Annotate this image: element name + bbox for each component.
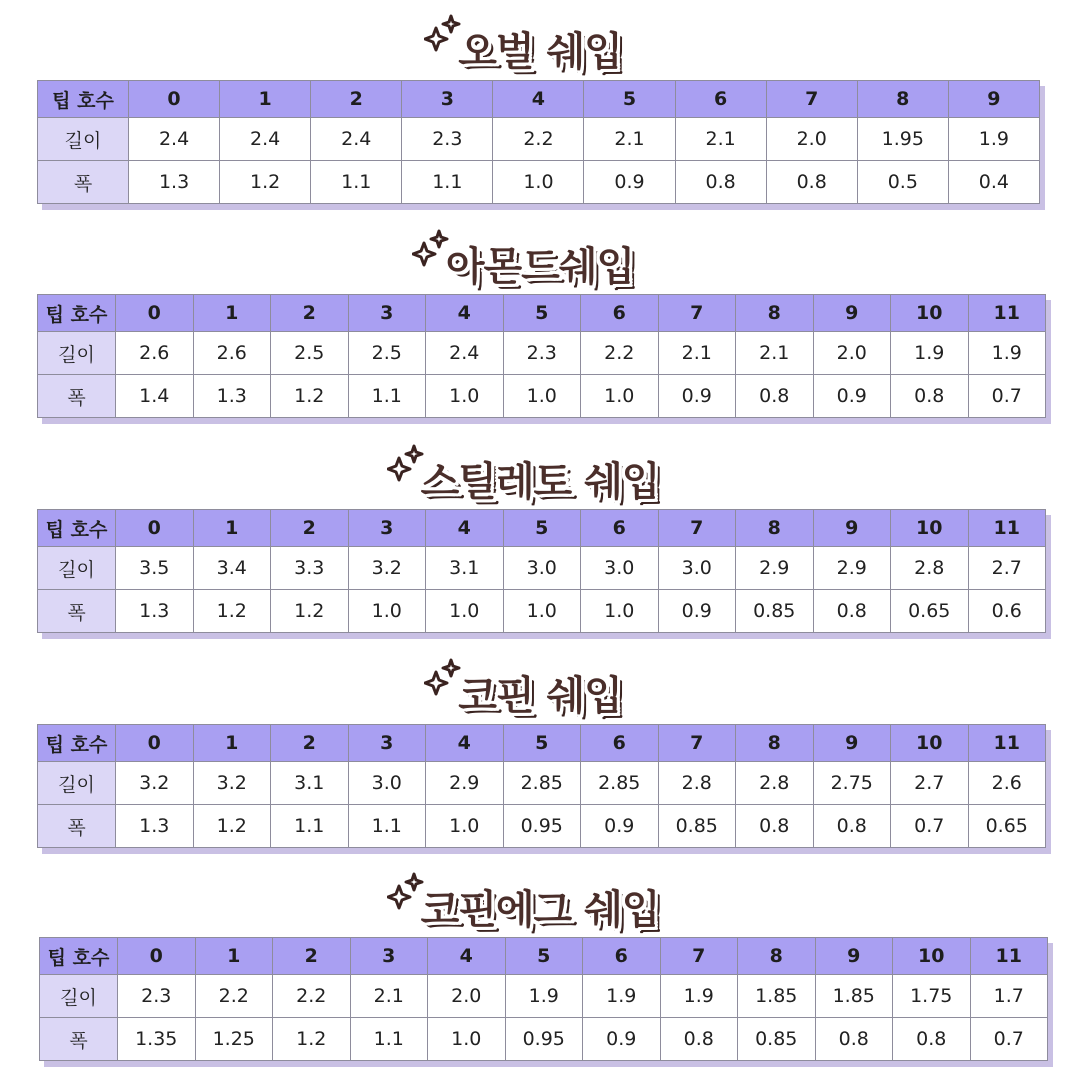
section-title-wrap xyxy=(0,458,1080,506)
length-row-cell: 2.1 xyxy=(675,118,766,161)
section-title xyxy=(458,28,622,76)
length-row xyxy=(40,975,1048,1018)
width-row-cell: 1.1 xyxy=(348,375,426,418)
width-row-cell: 0.7 xyxy=(968,375,1046,418)
header-row-cell: 10 xyxy=(891,510,969,547)
section-title-text: 스틸레토 쉐입 xyxy=(420,459,660,505)
length-row-cell: 3.2 xyxy=(348,547,426,590)
header-row-cell: 9 xyxy=(813,725,891,762)
width-row-cell: 0.8 xyxy=(766,161,857,204)
width-row-label: 폭 xyxy=(38,805,116,848)
header-row-cell: 6 xyxy=(581,510,659,547)
width-row-cell: 0.8 xyxy=(891,375,969,418)
length-row-cell: 1.9 xyxy=(660,975,738,1018)
length-row-label: 길이 xyxy=(38,332,116,375)
header-row-cell: 0 xyxy=(116,295,194,332)
length-row-cell: 3.2 xyxy=(116,762,194,805)
width-row-cell: 1.3 xyxy=(193,375,271,418)
header-row-label: 팁 호수 xyxy=(40,938,118,975)
width-row-label: 폭 xyxy=(38,375,116,418)
sparkle-icon xyxy=(424,14,464,54)
length-row-cell: 2.1 xyxy=(584,118,675,161)
length-row-cell: 2.4 xyxy=(311,118,402,161)
header-row-cell: 2 xyxy=(271,725,349,762)
width-row-cell: 1.3 xyxy=(129,161,220,204)
width-row-cell: 1.3 xyxy=(116,805,194,848)
width-row-cell: 1.2 xyxy=(193,805,271,848)
header-row-cell: 11 xyxy=(968,510,1046,547)
header-row-cell: 1 xyxy=(193,510,271,547)
width-row xyxy=(40,1018,1048,1061)
length-row-cell: 2.85 xyxy=(581,762,659,805)
length-row-cell: 2.75 xyxy=(813,762,891,805)
length-row-cell: 1.95 xyxy=(857,118,948,161)
length-row-cell: 2.8 xyxy=(891,547,969,590)
header-row-cell: 6 xyxy=(581,725,659,762)
length-row-cell: 3.1 xyxy=(426,547,504,590)
width-row-cell: 0.5 xyxy=(857,161,948,204)
width-row-cell: 0.95 xyxy=(503,805,581,848)
length-row-cell: 2.4 xyxy=(129,118,220,161)
section-title-text: 아몬드쉐입 xyxy=(445,244,635,290)
length-row-cell: 2.1 xyxy=(736,332,814,375)
header-row xyxy=(38,725,1046,762)
header-row-cell: 3 xyxy=(348,510,426,547)
length-row-cell: 1.85 xyxy=(738,975,816,1018)
length-row-cell: 2.5 xyxy=(271,332,349,375)
width-row-cell: 0.65 xyxy=(968,805,1046,848)
header-row-cell: 8 xyxy=(857,81,948,118)
length-row-cell: 2.8 xyxy=(658,762,736,805)
width-row-cell: 0.9 xyxy=(813,375,891,418)
length-row-cell: 2.7 xyxy=(891,762,969,805)
header-row-cell: 2 xyxy=(271,295,349,332)
header-row-label: 팁 호수 xyxy=(38,510,116,547)
section-title xyxy=(421,886,660,934)
width-row-cell: 1.1 xyxy=(402,161,493,204)
section-title-text: 코핀에그 쉐입 xyxy=(420,887,660,933)
header-row-cell: 4 xyxy=(426,725,504,762)
header-row-cell: 3 xyxy=(348,725,426,762)
length-row-cell: 1.9 xyxy=(891,332,969,375)
width-row-cell: 0.85 xyxy=(736,590,814,633)
length-row-cell: 2.4 xyxy=(426,332,504,375)
length-row-cell: 2.1 xyxy=(658,332,736,375)
size-table xyxy=(37,80,1040,204)
length-row xyxy=(38,332,1046,375)
length-row xyxy=(38,762,1046,805)
header-row-label: 팁 호수 xyxy=(38,295,116,332)
length-row-cell: 3.0 xyxy=(658,547,736,590)
width-row-cell: 1.2 xyxy=(193,590,271,633)
width-row-cell: 1.1 xyxy=(348,805,426,848)
header-row-cell: 11 xyxy=(968,295,1046,332)
length-row-cell: 2.4 xyxy=(220,118,311,161)
width-row-cell: 1.0 xyxy=(503,590,581,633)
header-row-cell: 8 xyxy=(736,725,814,762)
header-row-cell: 4 xyxy=(428,938,506,975)
length-row-cell: 1.9 xyxy=(583,975,661,1018)
width-row xyxy=(38,375,1046,418)
length-row-cell: 2.6 xyxy=(968,762,1046,805)
length-row-cell: 1.7 xyxy=(970,975,1048,1018)
header-row-cell: 2 xyxy=(311,81,402,118)
width-row-cell: 0.4 xyxy=(948,161,1039,204)
header-row-cell: 7 xyxy=(660,938,738,975)
header-row-cell: 10 xyxy=(891,725,969,762)
section-title-text: 오벌 쉐입 xyxy=(458,29,622,75)
sparkle-icon xyxy=(387,444,427,484)
width-row-cell: 0.8 xyxy=(813,805,891,848)
width-row-cell: 1.3 xyxy=(116,590,194,633)
header-row-cell: 2 xyxy=(273,938,351,975)
sparkle-icon xyxy=(387,872,427,912)
section-title-wrap xyxy=(0,28,1080,76)
width-row-cell: 1.0 xyxy=(581,375,659,418)
section-title xyxy=(446,243,634,291)
width-row-cell: 1.25 xyxy=(195,1018,273,1061)
header-row-cell: 10 xyxy=(893,938,971,975)
header-row-cell: 0 xyxy=(116,725,194,762)
width-row-cell: 1.0 xyxy=(426,375,504,418)
width-row-label: 폭 xyxy=(40,1018,118,1061)
length-row-label: 길이 xyxy=(38,762,116,805)
length-row xyxy=(38,547,1046,590)
length-row-cell: 2.2 xyxy=(273,975,351,1018)
width-row-cell: 1.0 xyxy=(426,805,504,848)
header-row-cell: 6 xyxy=(581,295,659,332)
width-row-cell: 0.95 xyxy=(505,1018,583,1061)
width-row-cell: 0.8 xyxy=(675,161,766,204)
length-row-cell: 2.8 xyxy=(736,762,814,805)
width-row-label: 폭 xyxy=(38,161,129,204)
width-row-cell: 1.0 xyxy=(426,590,504,633)
width-row-cell: 0.9 xyxy=(583,1018,661,1061)
length-row-label: 길이 xyxy=(38,547,116,590)
header-row-cell: 9 xyxy=(813,510,891,547)
length-row-cell: 3.1 xyxy=(271,762,349,805)
length-row-cell: 2.9 xyxy=(736,547,814,590)
header-row xyxy=(38,81,1040,118)
width-row-cell: 1.2 xyxy=(273,1018,351,1061)
length-row-label: 길이 xyxy=(38,118,129,161)
length-row-cell: 2.9 xyxy=(813,547,891,590)
width-row-label: 폭 xyxy=(38,590,116,633)
header-row-cell: 8 xyxy=(736,295,814,332)
header-row-cell: 4 xyxy=(493,81,584,118)
length-row-cell: 3.0 xyxy=(503,547,581,590)
header-row-cell: 3 xyxy=(350,938,428,975)
width-row-cell: 0.9 xyxy=(584,161,675,204)
header-row-cell: 2 xyxy=(271,510,349,547)
sparkle-icon xyxy=(424,658,464,698)
length-row-label: 길이 xyxy=(40,975,118,1018)
width-row-cell: 0.8 xyxy=(736,805,814,848)
header-row-label: 팁 호수 xyxy=(38,81,129,118)
width-row xyxy=(38,161,1040,204)
length-row-cell: 1.9 xyxy=(968,332,1046,375)
length-row-cell: 1.75 xyxy=(893,975,971,1018)
header-row-cell: 10 xyxy=(891,295,969,332)
width-row-cell: 1.1 xyxy=(271,805,349,848)
length-row-cell: 2.2 xyxy=(581,332,659,375)
width-row-cell: 1.2 xyxy=(271,590,349,633)
header-row-cell: 9 xyxy=(815,938,893,975)
width-row-cell: 1.2 xyxy=(220,161,311,204)
width-row-cell: 1.0 xyxy=(581,590,659,633)
width-row-cell: 1.4 xyxy=(116,375,194,418)
length-row-cell: 3.0 xyxy=(581,547,659,590)
header-row-cell: 0 xyxy=(118,938,196,975)
section-title-text: 코핀 쉐입 xyxy=(458,673,622,719)
width-row-cell: 1.1 xyxy=(311,161,402,204)
width-row xyxy=(38,590,1046,633)
width-row-cell: 0.9 xyxy=(581,805,659,848)
width-row-cell: 1.0 xyxy=(493,161,584,204)
header-row-cell: 3 xyxy=(348,295,426,332)
length-row-cell: 2.1 xyxy=(350,975,428,1018)
width-row-cell: 1.1 xyxy=(350,1018,428,1061)
length-row-cell: 3.4 xyxy=(193,547,271,590)
length-row-cell: 3.2 xyxy=(193,762,271,805)
header-row-cell: 8 xyxy=(736,510,814,547)
width-row-cell: 0.7 xyxy=(891,805,969,848)
header-row-label: 팁 호수 xyxy=(38,725,116,762)
header-row-cell: 7 xyxy=(658,510,736,547)
length-row-cell: 3.3 xyxy=(271,547,349,590)
header-row-cell: 0 xyxy=(116,510,194,547)
width-row-cell: 0.85 xyxy=(738,1018,816,1061)
width-row-cell: 0.8 xyxy=(893,1018,971,1061)
width-row-cell: 0.9 xyxy=(658,590,736,633)
section-title-wrap xyxy=(0,886,1080,934)
header-row-cell: 0 xyxy=(129,81,220,118)
width-row-cell: 0.85 xyxy=(658,805,736,848)
header-row-cell: 5 xyxy=(584,81,675,118)
width-row-cell: 0.8 xyxy=(660,1018,738,1061)
length-row-cell: 2.5 xyxy=(348,332,426,375)
sparkle-icon xyxy=(412,229,452,269)
section-title-wrap xyxy=(0,672,1080,720)
header-row-cell: 7 xyxy=(658,295,736,332)
header-row-cell: 5 xyxy=(503,295,581,332)
length-row-cell: 2.6 xyxy=(116,332,194,375)
header-row-cell: 1 xyxy=(193,295,271,332)
length-row-cell: 2.7 xyxy=(968,547,1046,590)
length-row-cell: 2.9 xyxy=(426,762,504,805)
header-row xyxy=(40,938,1048,975)
width-row-cell: 1.0 xyxy=(348,590,426,633)
length-row-cell: 2.0 xyxy=(813,332,891,375)
width-row-cell: 0.7 xyxy=(970,1018,1048,1061)
length-row-cell: 2.3 xyxy=(402,118,493,161)
size-table xyxy=(37,294,1046,418)
width-row-cell: 0.9 xyxy=(658,375,736,418)
width-row-cell: 0.8 xyxy=(813,590,891,633)
header-row-cell: 7 xyxy=(658,725,736,762)
header-row-cell: 1 xyxy=(220,81,311,118)
length-row-cell: 3.5 xyxy=(116,547,194,590)
header-row xyxy=(38,510,1046,547)
width-row-cell: 0.6 xyxy=(968,590,1046,633)
section-title xyxy=(458,672,622,720)
width-row-cell: 1.35 xyxy=(118,1018,196,1061)
header-row-cell: 1 xyxy=(195,938,273,975)
header-row-cell: 11 xyxy=(968,725,1046,762)
header-row-cell: 11 xyxy=(970,938,1048,975)
header-row-cell: 7 xyxy=(766,81,857,118)
length-row-cell: 2.3 xyxy=(118,975,196,1018)
length-row-cell: 2.0 xyxy=(766,118,857,161)
header-row-cell: 3 xyxy=(402,81,493,118)
header-row-cell: 4 xyxy=(426,295,504,332)
width-row-cell: 1.2 xyxy=(271,375,349,418)
section-title xyxy=(421,458,660,506)
size-table xyxy=(37,724,1046,848)
header-row-cell: 9 xyxy=(948,81,1039,118)
length-row-cell: 1.9 xyxy=(505,975,583,1018)
width-row-cell: 0.8 xyxy=(815,1018,893,1061)
header-row-cell: 6 xyxy=(583,938,661,975)
width-row-cell: 1.0 xyxy=(503,375,581,418)
header-row-cell: 6 xyxy=(675,81,766,118)
size-table xyxy=(37,509,1046,633)
width-row-cell: 0.65 xyxy=(891,590,969,633)
length-row-cell: 2.85 xyxy=(503,762,581,805)
header-row-cell: 4 xyxy=(426,510,504,547)
width-row-cell: 0.8 xyxy=(736,375,814,418)
length-row-cell: 2.3 xyxy=(503,332,581,375)
width-row-cell: 1.0 xyxy=(428,1018,506,1061)
width-row xyxy=(38,805,1046,848)
section-title-wrap xyxy=(0,243,1080,291)
length-row-cell: 2.2 xyxy=(493,118,584,161)
size-table xyxy=(39,937,1048,1061)
length-row-cell: 1.85 xyxy=(815,975,893,1018)
header-row-cell: 5 xyxy=(503,510,581,547)
length-row-cell: 2.0 xyxy=(428,975,506,1018)
header-row-cell: 5 xyxy=(505,938,583,975)
length-row-cell: 3.0 xyxy=(348,762,426,805)
length-row-cell: 2.2 xyxy=(195,975,273,1018)
header-row-cell: 5 xyxy=(503,725,581,762)
length-row-cell: 2.6 xyxy=(193,332,271,375)
header-row-cell: 1 xyxy=(193,725,271,762)
header-row-cell: 8 xyxy=(738,938,816,975)
length-row-cell: 1.9 xyxy=(948,118,1039,161)
length-row xyxy=(38,118,1040,161)
header-row xyxy=(38,295,1046,332)
header-row-cell: 9 xyxy=(813,295,891,332)
